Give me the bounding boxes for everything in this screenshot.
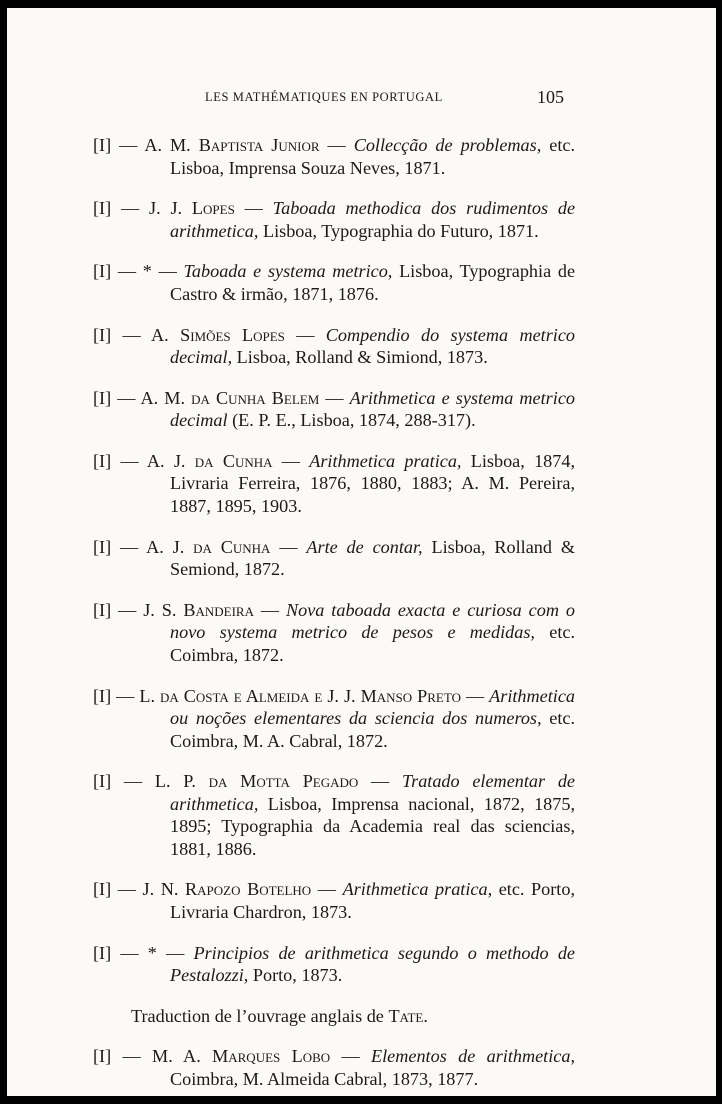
translation-note	[131, 1005, 575, 1028]
bibliography-entry-12	[93, 942, 575, 987]
entry-publication: etc. Porto, Livraria Chardron, 1873.	[170, 879, 576, 922]
bibliography-entry-5	[93, 387, 575, 432]
bibliography-list	[93, 134, 575, 1104]
entry-author: da Motta Pegado	[208, 771, 359, 792]
entry-lead: [I] — J. J.	[93, 198, 192, 219]
entry-lead: [I] — A. M.	[93, 387, 192, 408]
entry-lead: [I] — J. N.	[93, 879, 186, 900]
page-header	[7, 87, 716, 112]
entry-author: Marques Lobo	[212, 1046, 331, 1067]
entry-author: Bandeira	[183, 599, 254, 620]
entry-sep: —	[284, 324, 326, 345]
entry-lead: [I] — L. P.	[93, 771, 209, 792]
entry-title: Collecção de problemas,	[353, 135, 542, 155]
page-number: 105	[537, 87, 564, 107]
entry-publication: Lisboa, Rolland & Semiond, 1872.	[170, 536, 575, 580]
entry-lead: [I] — L.	[93, 685, 160, 706]
entry-title: Nova taboada exacta e curiosa com o novo systema metrico de pesos e medidas,	[170, 599, 575, 643]
entry-author: da Cunha	[193, 536, 271, 557]
entry-title: Arte de contar,	[306, 536, 423, 557]
entry-lead: [I] — * —	[93, 942, 194, 963]
entry-author: Rapozo Botelho	[185, 879, 312, 900]
entry-author: Lopes	[191, 198, 235, 219]
entry-sep: —	[460, 685, 490, 706]
running-title: LES MATHÉMATIQUES EN PORTUGAL	[205, 90, 443, 104]
bibliography-entry-2	[93, 197, 575, 242]
entry-title: Elementos de arithmetica,	[371, 1046, 575, 1067]
entry-author: Simões Lopes	[180, 324, 285, 345]
bibliography-entry-8	[93, 599, 575, 667]
entry-lead: [I] — A.	[93, 324, 181, 345]
book-page	[7, 8, 716, 1096]
entry-publication: etc. Lisboa, Imprensa Souza Neves, 1871.	[170, 135, 576, 178]
entry-author: da Cunha Belem	[191, 387, 320, 408]
entry-title: Taboada methodica dos rudimentos de arithmetica,	[170, 198, 576, 241]
note-author: Tate	[388, 1005, 424, 1026]
entry-sep: —	[319, 135, 354, 155]
entry-author: Baptista Junior	[198, 135, 320, 155]
entry-publication: Lisboa, Rolland & Simiond, 1873.	[232, 347, 488, 368]
entry-lead: [I] — M. A.	[93, 1046, 213, 1067]
bibliography-entry-3	[93, 260, 575, 305]
entry-author: da Cunha	[194, 450, 273, 471]
entry-lead: [I] — A. J.	[93, 450, 195, 471]
entry-publication: Lisboa, Imprensa nacional, 1872, 1875, 1895; Typographia da Academia real das sciencias, 1881, 1886.	[170, 793, 575, 859]
entry-sep: —	[253, 599, 286, 620]
entry-sep: —	[311, 879, 343, 900]
note-end: .	[423, 1005, 428, 1026]
entry-lead: [I] — A. M.	[93, 135, 199, 155]
entry-title: Principios de arithmetica segundo o methodo de Pestalozzi,	[170, 942, 576, 986]
entry-title: Arithmetica pratica,	[342, 879, 493, 900]
entry-sep: —	[330, 1046, 372, 1067]
entry-sep: —	[358, 771, 402, 792]
bibliography-entry-7	[93, 536, 575, 581]
bibliography-entry-9	[93, 685, 575, 753]
entry-lead: [I] — J. S.	[93, 599, 184, 620]
bibliography-entry-13	[93, 1045, 575, 1090]
entry-publication: Lisboa, Typographia de Castro & irmão, 1871, 1876.	[170, 261, 576, 304]
bibliography-entry-10	[93, 770, 575, 860]
entry-publication: etc. Coimbra, 1872.	[170, 622, 575, 665]
entry-sep: —	[319, 387, 350, 408]
bibliography-entry-6	[93, 450, 575, 518]
entry-title: Arithmetica e systema metrico decimal	[170, 387, 575, 431]
entry-publication: (E. P. E., Lisboa, 1874, 288-317).	[227, 410, 476, 431]
bibliography-entry-4	[93, 324, 575, 369]
entry-author: da Costa e Almeida e J. J. Manso Preto	[160, 685, 461, 706]
entry-sep: —	[272, 450, 310, 471]
entry-publication: Lisboa, 1874, Livraria Ferreira, 1876, 1880, 1883; A. M. Pereira, 1887, 1895, 1903.	[170, 450, 575, 516]
entry-title: Arithmetica ou noções elementares da sciencia dos numeros,	[170, 685, 576, 728]
note-text: Traduction de l’ouvrage anglais de	[131, 1005, 389, 1026]
entry-title: Taboada e systema metrico,	[183, 261, 393, 282]
entry-title: Arithmetica pratica,	[309, 450, 462, 471]
entry-sep: —	[234, 198, 273, 219]
entry-title: Tratado elementar de arithmetica,	[170, 771, 575, 814]
entry-lead: [I] — * —	[93, 261, 184, 282]
entry-publication: Lisboa, Typographia do Futuro, 1871.	[258, 220, 539, 241]
bibliography-entry-1	[93, 134, 575, 179]
entry-publication: Porto, 1873.	[248, 965, 343, 986]
entry-sep: —	[270, 536, 307, 557]
entry-title: Compendio do systema metrico decimal,	[170, 324, 576, 368]
entry-publication: Coimbra, M. Almeida Cabral, 1873, 1877.	[170, 1068, 479, 1089]
bibliography-entry-11	[93, 878, 575, 923]
entry-lead: [I] — A. J.	[93, 536, 194, 557]
entry-publication: etc. Coimbra, M. A. Cabral, 1872.	[170, 708, 575, 751]
